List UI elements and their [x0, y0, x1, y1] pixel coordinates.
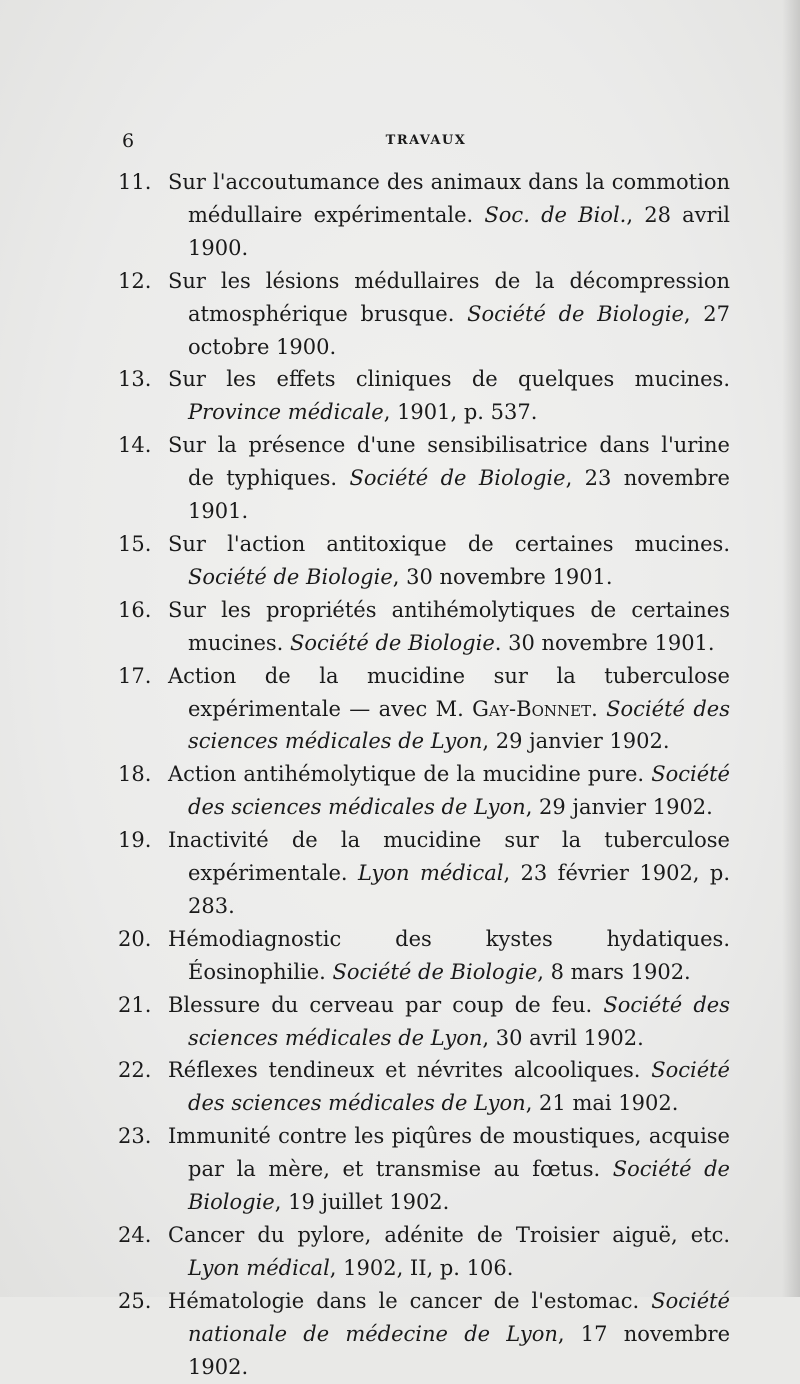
entry-number: 14. — [118, 433, 152, 458]
publication-entry — [118, 1219, 730, 1285]
publication-entry — [118, 1285, 730, 1384]
entry-text: Immunité contre les piqûres de moustiques, acquise par la mère, et transmise au fœtus. — [168, 1124, 730, 1182]
publication-entry — [118, 758, 730, 824]
entry-number: 11. — [118, 170, 152, 194]
entry-number: 17. — [118, 663, 152, 688]
entry-text: , 30 avril 1902. — [482, 1025, 644, 1050]
entry-text: , 29 janvier 1902. — [525, 795, 713, 820]
entry-journal: Société de Biologie — [332, 959, 538, 984]
entry-number: 25. — [118, 1288, 152, 1313]
entry-text: , 28 avril 1900. — [188, 202, 731, 260]
entry-text: Sur les propriétés antihémolytiques de certaines mucines. — [168, 597, 730, 655]
publication-entry — [118, 363, 730, 429]
entry-text: Réflexes tendineux et névrites alcooliques. — [168, 1058, 652, 1083]
entry-text: Hémodiagnostic des kystes hydatiques. Éosinophilie. — [168, 926, 730, 984]
entry-text: Hématologie dans le cancer de l'estomac. — [168, 1288, 652, 1313]
entry-text: Sur les lésions médullaires de la décompression atmosphérique brusque. — [168, 268, 730, 326]
entry-journal: Société de Biologie — [188, 1157, 730, 1215]
entry-number: 24. — [118, 1223, 152, 1247]
publication-entry — [118, 265, 730, 364]
entry-text: , 17 novembre 1902. — [188, 1321, 730, 1379]
page-header — [122, 130, 730, 154]
entry-number: 13. — [118, 367, 152, 392]
publication-entry — [118, 1054, 730, 1120]
entry-journal: Société de Biologie — [467, 301, 684, 326]
entry-text: , 1901, p. 537. — [383, 400, 538, 425]
publication-entry — [118, 1120, 730, 1219]
page-edge-shadow — [782, 0, 800, 1297]
entry-text: , 21 mai 1902. — [525, 1091, 679, 1116]
entry-number: 15. — [118, 531, 152, 556]
entry-text: , 30 novembre 1901. — [392, 564, 613, 589]
publication-entry — [118, 660, 730, 759]
entry-journal: Soc. de Biol. — [484, 202, 627, 227]
entry-journal: Société des sciences médicales de Lyon — [188, 696, 730, 754]
entry-text: , 19 juillet 1902. — [274, 1190, 450, 1215]
publication-entry — [118, 989, 730, 1055]
entry-number: 16. — [118, 597, 152, 622]
entry-journal: Société nationale de médecine de Lyon — [188, 1288, 730, 1346]
entry-text: . — [591, 696, 607, 721]
entry-text: Cancer du pylore, adénite de Troisier aiguë, etc. — [168, 1223, 730, 1247]
entry-text: , 27 octobre 1900. — [188, 301, 731, 359]
entry-number: 21. — [118, 992, 152, 1017]
entry-journal: Société des sciences médicales de Lyon — [188, 762, 730, 820]
entry-text: Sur l'accoutumance des animaux dans la commotion médullaire expérimentale. — [168, 170, 730, 227]
entry-coauthor: Gay-Bonnet — [472, 696, 592, 721]
entry-journal: Lyon médical — [188, 1255, 330, 1280]
publication-entry — [118, 923, 730, 989]
entry-journal: Société de Biologie — [188, 564, 393, 589]
publication-entry — [118, 528, 730, 594]
entry-text: , 23 février 1902, p. 283. — [188, 861, 731, 918]
entry-number: 19. — [118, 828, 152, 853]
publication-list — [118, 166, 730, 1384]
running-title: TRAVAUX — [385, 133, 467, 148]
entry-journal: Lyon médical — [357, 861, 504, 886]
entry-text: Action de la mucidine sur la tuberculose expérimentale — avec M. — [168, 663, 730, 721]
entry-number: 18. — [118, 762, 152, 787]
entry-journal: Province médicale — [188, 400, 384, 425]
entry-text: , 1902, II, p. 106. — [329, 1255, 514, 1280]
entry-text: Inactivité de la mucidine sur la tuberculose expérimentale. — [168, 828, 730, 886]
entry-text: , 29 janvier 1902. — [482, 729, 670, 754]
entry-journal: Société des sciences médicales de Lyon — [188, 992, 730, 1050]
publication-entry — [118, 166, 730, 265]
entry-text: Action antihémolytique de la mucidine pure. — [168, 762, 652, 787]
entry-text: Sur les effets cliniques de quelques mucines. — [168, 367, 730, 392]
publication-entry — [118, 594, 730, 660]
entry-number: 23. — [118, 1124, 152, 1149]
entry-number: 20. — [118, 926, 152, 951]
entry-text: . 30 novembre 1901. — [494, 630, 715, 655]
entry-text: Sur l'action antitoxique de certaines mucines. — [168, 531, 730, 556]
publication-entry — [118, 429, 730, 528]
entry-text: , 8 mars 1902. — [537, 959, 691, 984]
entry-journal: Société de Biologie — [290, 630, 495, 655]
publication-entry — [118, 824, 730, 923]
entry-text: , 23 novembre 1901. — [188, 466, 730, 524]
entry-text: Blessure du cerveau par coup de feu. — [168, 992, 604, 1017]
page-number: 6 — [122, 130, 135, 152]
entry-number: 12. — [118, 268, 152, 293]
entry-number: 22. — [118, 1058, 152, 1083]
entry-journal: Société de Biologie — [349, 466, 566, 491]
entry-journal: Société des sciences médicales de Lyon — [188, 1058, 730, 1116]
entry-text: Sur la présence d'une sensibilisatrice dans l'urine de typhiques. — [168, 433, 730, 491]
